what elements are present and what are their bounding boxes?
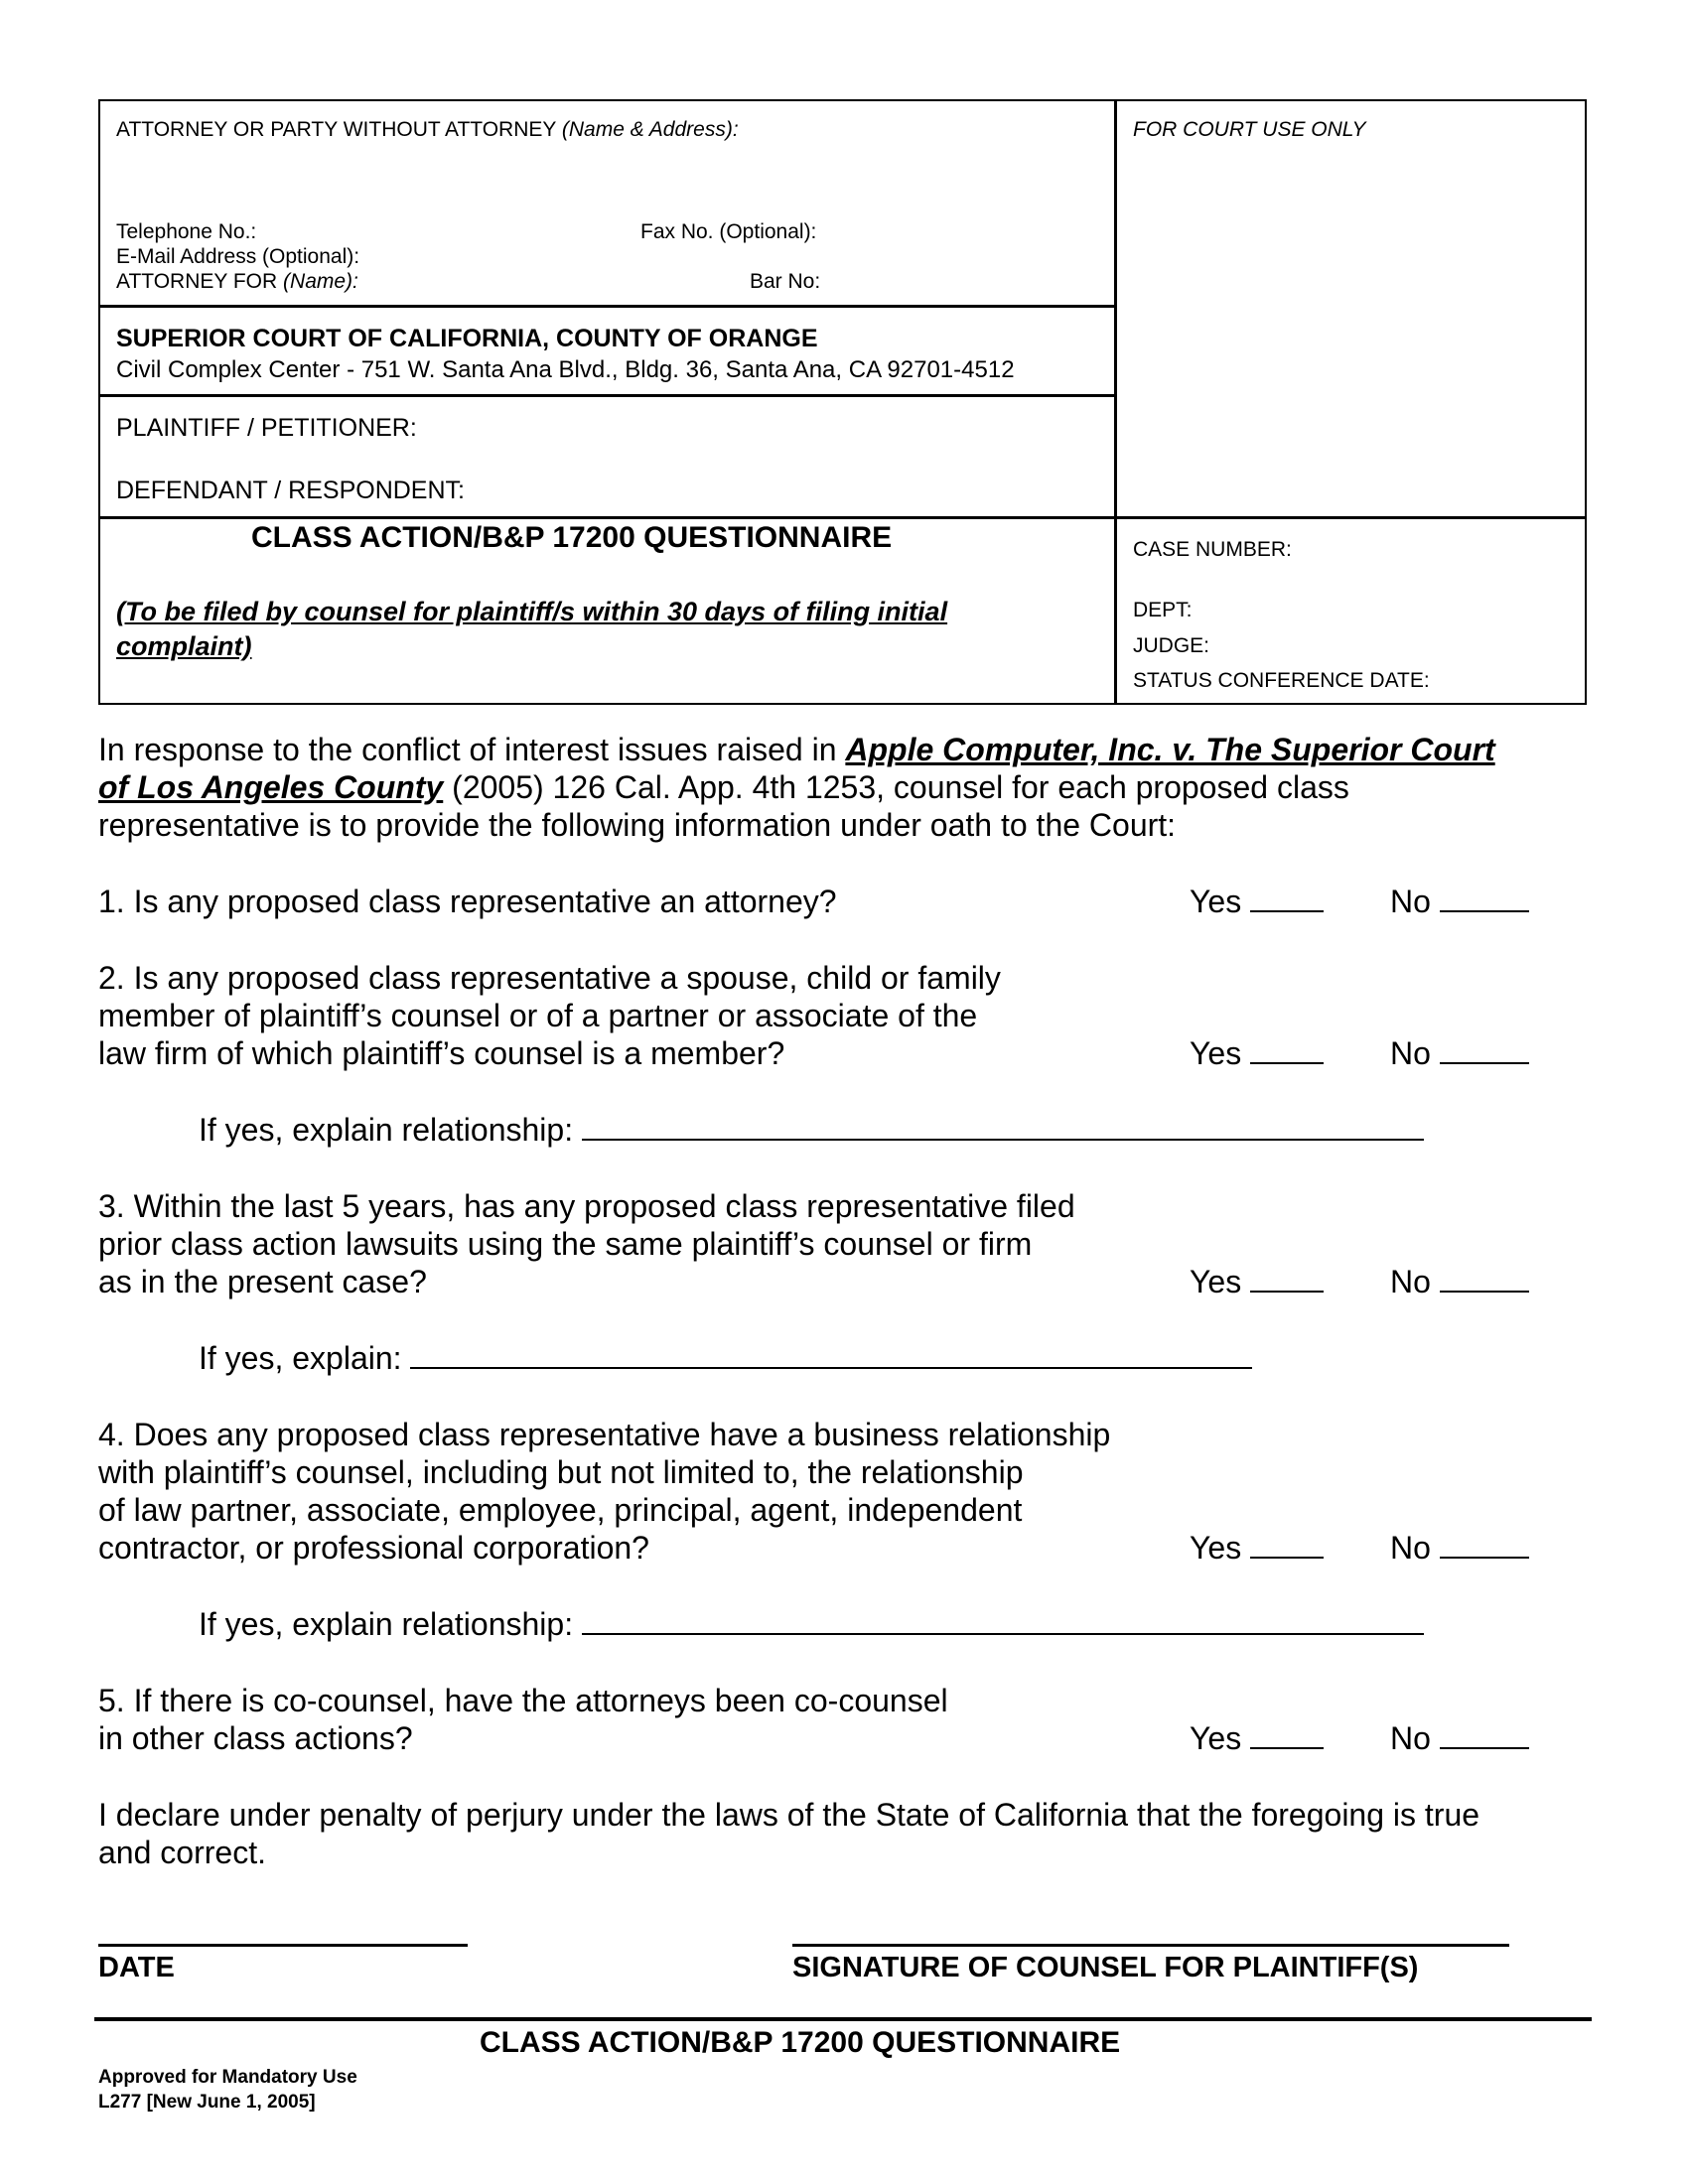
attorney-label (116, 118, 739, 142)
q5-yes-blank[interactable] (1250, 1721, 1324, 1749)
question-4-line3: of law partner, associate, employee, principal, agent, independent (98, 1492, 1023, 1528)
bar-no-label: Bar No: (750, 270, 821, 293)
q2-yes-label: Yes (1190, 1035, 1242, 1071)
q2-explain-blank[interactable] (582, 1113, 1424, 1141)
footer-rule (94, 2017, 1592, 2021)
intro-line1 (98, 732, 1495, 768)
status-conference-label: STATUS CONFERENCE DATE: (1133, 669, 1430, 692)
q3-no (1390, 1264, 1529, 1300)
question-4-line1: 4. Does any proposed class representative have a business relationship (98, 1417, 1111, 1452)
question-2-line1: 2. Is any proposed class representative a spouse, child or family (98, 960, 1001, 996)
dept-label: DEPT: (1133, 599, 1193, 621)
date-label: DATE (98, 1952, 175, 1983)
question-2-line2: member of plaintiff’s counsel or of a partner or associate of the (98, 998, 978, 1033)
q3-no-blank[interactable] (1440, 1265, 1529, 1293)
question-1: 1. Is any proposed class representative an attorney? (98, 884, 837, 919)
q5-no (1390, 1720, 1529, 1757)
q4-yes-blank[interactable] (1250, 1531, 1324, 1559)
intro-line3: representative is to provide the following information under oath to the Court: (98, 807, 1177, 843)
question-5-line2: in other class actions? (98, 1720, 413, 1756)
attorney-for-label (116, 270, 358, 294)
court-use-label: FOR COURT USE ONLY (1133, 118, 1366, 141)
q2-yes (1190, 1035, 1324, 1072)
q1-no-label: No (1390, 884, 1431, 919)
form-title: CLASS ACTION/B&P 17200 QUESTIONNAIRE (251, 521, 893, 554)
q4-explain-blank[interactable] (582, 1607, 1424, 1635)
intro-line2 (98, 769, 1349, 806)
case-citation-a: Apple Computer, Inc. v. The Superior Court (845, 732, 1495, 767)
intro-text-1: In response to the conflict of interest issues raised in (98, 732, 846, 767)
plaintiff-label: PLAINTIFF / PETITIONER: (116, 414, 417, 442)
q3-yes-blank[interactable] (1250, 1265, 1324, 1293)
q2-explain (199, 1112, 1424, 1149)
q1-no (1390, 884, 1529, 920)
q4-no-blank[interactable] (1440, 1531, 1529, 1559)
filing-note-line1: (To be filed by counsel for plaintiff/s within 30 days of filing initial (116, 597, 948, 626)
caption-divider-attorney (98, 305, 1115, 308)
attorney-for-text: ATTORNEY FOR (116, 270, 278, 293)
question-4-line2: with plaintiff’s counsel, including but not limited to, the relationship (98, 1454, 1024, 1490)
signature-line[interactable] (792, 1944, 1509, 1947)
footer-form-id: L277 [New June 1, 2005] (98, 2092, 316, 2113)
court-name: SUPERIOR COURT OF CALIFORNIA, COUNTY OF ORANGE (116, 325, 818, 352)
q1-no-blank[interactable] (1440, 885, 1529, 912)
court-address: Civil Complex Center - 751 W. Santa Ana Blvd., Bldg. 36, Santa Ana, CA 92701-4512 (116, 356, 1015, 383)
intro-text-2: (2005) 126 Cal. App. 4th 1253, counsel for each proposed class (443, 769, 1349, 805)
q3-explain (199, 1340, 1252, 1377)
q4-explain (199, 1606, 1424, 1643)
q5-yes-label: Yes (1190, 1720, 1242, 1756)
telephone-label: Telephone No.: (116, 220, 257, 243)
q2-yes-blank[interactable] (1250, 1036, 1324, 1064)
attorney-label-text: ATTORNEY OR PARTY WITHOUT ATTORNEY (116, 118, 557, 141)
q2-no-blank[interactable] (1440, 1036, 1529, 1064)
caption-divider-court (98, 394, 1115, 397)
signature-label: SIGNATURE OF COUNSEL FOR PLAINTIFF(S) (792, 1952, 1419, 1983)
question-4-line4: contractor, or professional corporation? (98, 1530, 649, 1566)
question-3-line2: prior class action lawsuits using the same plaintiff’s counsel or firm (98, 1226, 1033, 1262)
q3-explain-blank[interactable] (410, 1341, 1252, 1369)
declaration-line2: and correct. (98, 1835, 266, 1870)
q3-yes (1190, 1264, 1324, 1300)
case-number-label: CASE NUMBER: (1133, 538, 1292, 561)
question-2-line3: law firm of which plaintiff’s counsel is a member? (98, 1035, 785, 1071)
email-label: E-Mail Address (Optional): (116, 245, 360, 268)
q1-yes-blank[interactable] (1250, 885, 1324, 912)
question-3-line3: as in the present case? (98, 1264, 427, 1299)
q3-no-label: No (1390, 1264, 1431, 1299)
q2-no-label: No (1390, 1035, 1431, 1071)
declaration-line1: I declare under penalty of perjury under the laws of the State of California that the foregoing is true (98, 1797, 1480, 1833)
q2-explain-label: If yes, explain relationship: (199, 1112, 574, 1148)
caption-divider-vertical (1114, 99, 1117, 705)
q1-yes (1190, 884, 1324, 920)
question-5-line1: 5. If there is co-counsel, have the attorneys been co-counsel (98, 1683, 948, 1718)
q3-explain-label: If yes, explain: (199, 1340, 402, 1376)
caption-divider-title (98, 516, 1587, 519)
q4-yes (1190, 1530, 1324, 1567)
fax-label: Fax No. (Optional): (640, 220, 817, 243)
question-3-line1: 3. Within the last 5 years, has any proposed class representative filed (98, 1188, 1075, 1224)
footer-approved: Approved for Mandatory Use (98, 2067, 357, 2088)
q3-yes-label: Yes (1190, 1264, 1242, 1299)
q4-no (1390, 1530, 1529, 1567)
q4-yes-label: Yes (1190, 1530, 1242, 1566)
attorney-label-italic: (Name & Address): (561, 118, 739, 141)
q4-no-label: No (1390, 1530, 1431, 1566)
attorney-for-italic: (Name): (283, 270, 358, 293)
footer-title: CLASS ACTION/B&P 17200 QUESTIONNAIRE (480, 2026, 1121, 2059)
q5-yes (1190, 1720, 1324, 1757)
case-citation-b: of Los Angeles County (98, 769, 444, 805)
q4-explain-label: If yes, explain relationship: (199, 1606, 574, 1642)
q2-no (1390, 1035, 1529, 1072)
filing-note-line2: complaint) (116, 631, 252, 661)
judge-label: JUDGE: (1133, 634, 1210, 657)
q1-yes-label: Yes (1190, 884, 1242, 919)
q5-no-blank[interactable] (1440, 1721, 1529, 1749)
defendant-label: DEFENDANT / RESPONDENT: (116, 477, 465, 504)
q5-no-label: No (1390, 1720, 1431, 1756)
date-line[interactable] (98, 1944, 468, 1947)
